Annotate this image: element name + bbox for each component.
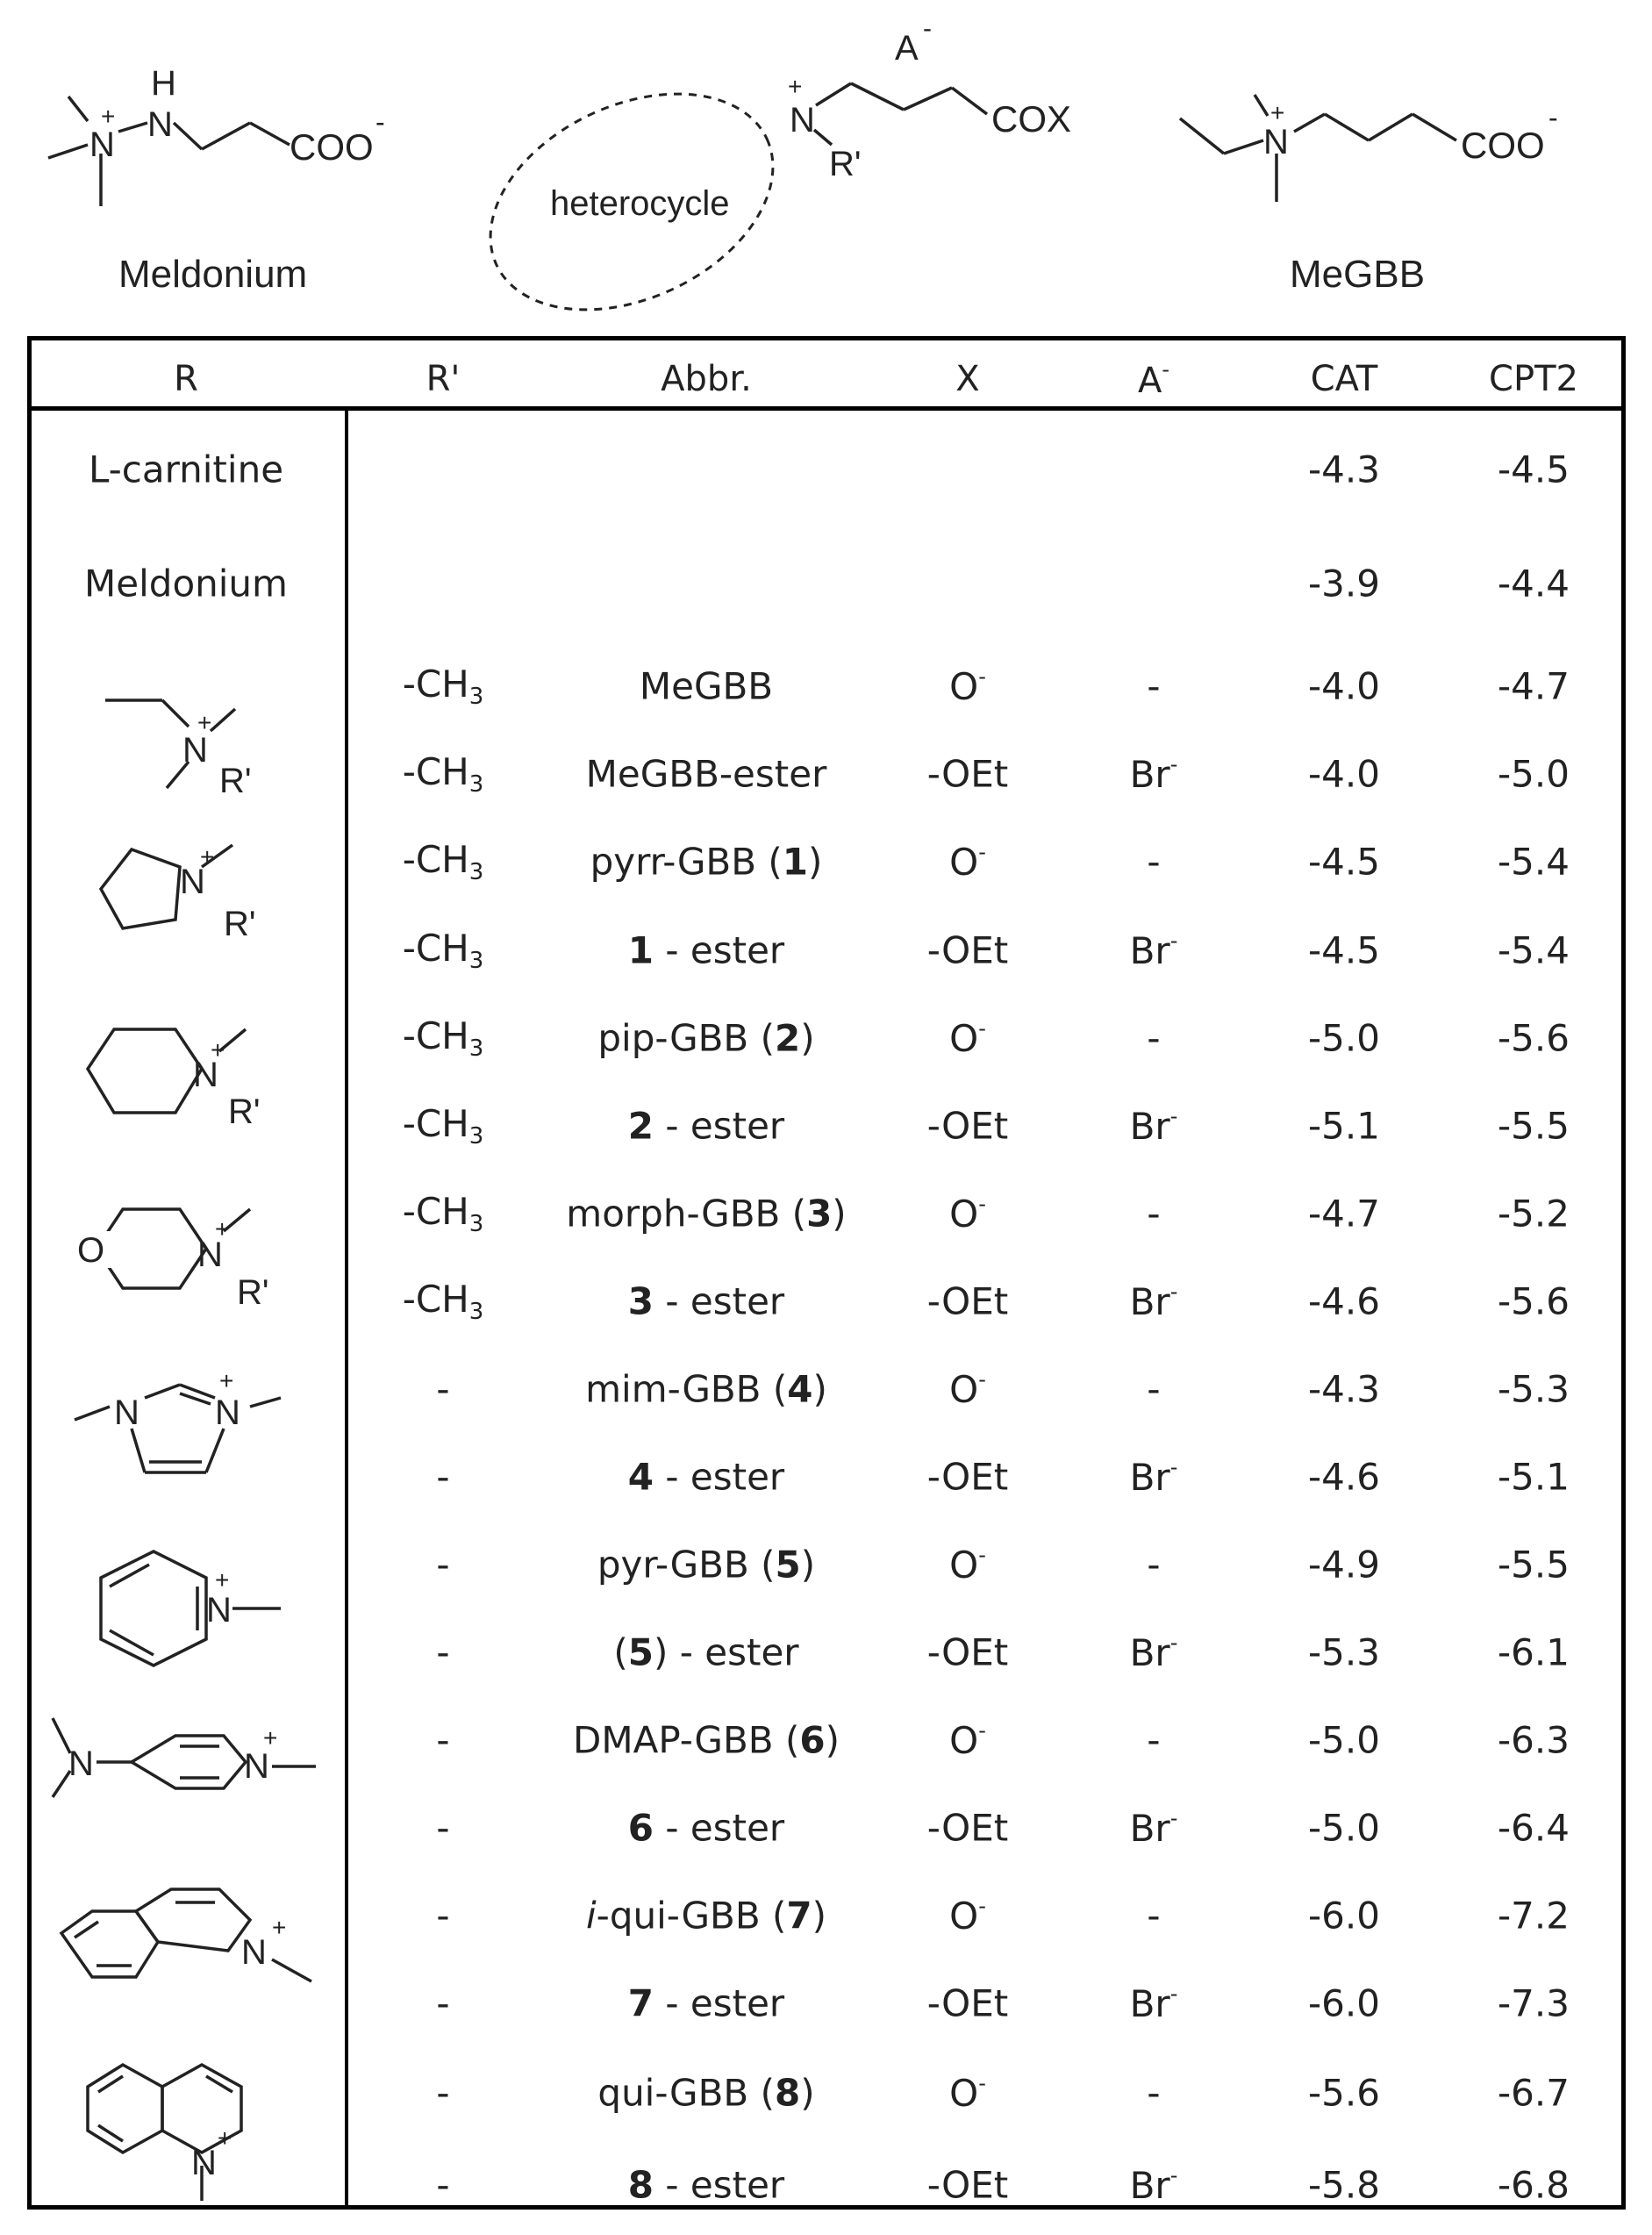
header-cpt2: CPT2 (1489, 359, 1578, 399)
rprime-cell: - (436, 1455, 450, 1499)
cpt2-cell: -5.6 (1498, 1016, 1570, 1060)
x-cell: -OEt (926, 928, 1009, 972)
megbb-structure (1180, 95, 1558, 202)
ring-plus: + (215, 1215, 230, 1243)
header-a-text: A (1137, 361, 1162, 401)
ring-rprime: R' (224, 905, 256, 943)
abbr-cell: mim-GBB (4) (585, 1367, 827, 1411)
cat-cell: -3.9 (1308, 562, 1380, 605)
a-cell: - (1147, 1016, 1161, 1060)
x-cell: O- (949, 1192, 986, 1236)
meldonium-n1: N (89, 125, 115, 164)
a-cell: Br- (1129, 2163, 1178, 2207)
cat-cell: -4.7 (1308, 1192, 1380, 1236)
ring-plus: + (263, 1724, 278, 1751)
general-n: N (790, 101, 815, 140)
x-cell: O- (949, 2071, 986, 2115)
x-cell: O- (949, 1367, 986, 1411)
cat-cell: -4.6 (1308, 1279, 1380, 1323)
ring-plus: + (219, 1367, 234, 1394)
column-divider (345, 411, 348, 2210)
rprime-cell: - (436, 2163, 450, 2207)
general-structure (455, 14, 1071, 333)
abbr-cell: MeGBB (639, 664, 774, 708)
a-cell: - (1147, 840, 1161, 884)
rprime-cell: - (436, 1981, 450, 2025)
rprime-cell: $-CH_3$ (402, 1278, 484, 1325)
megbb-plus: + (1270, 99, 1285, 126)
ring-rprime: R' (237, 1273, 269, 1312)
x-cell: -OEt (926, 1981, 1009, 2025)
rprime-cell: $-CH_3$ (402, 838, 484, 885)
ring-rprime: R' (219, 762, 252, 800)
cat-cell: -4.9 (1308, 1543, 1380, 1587)
rprime-cell: - (436, 1367, 450, 1411)
a-cell: Br- (1129, 928, 1178, 972)
header-cat: CAT (1310, 359, 1378, 399)
cat-cell: -5.0 (1308, 1016, 1380, 1060)
x-cell: -OEt (926, 1279, 1009, 1323)
abbr-cell: DMAP-GBB (6) (573, 1718, 840, 1762)
meldonium-coo: COO (290, 126, 374, 168)
ring-n: N (206, 1591, 232, 1630)
x-cell: -OEt (926, 752, 1009, 796)
cpt2-cell: -7.3 (1498, 1981, 1570, 2025)
x-cell: -OEt (926, 2163, 1009, 2207)
header-a (1138, 357, 1169, 401)
header-abbr: Abbr. (661, 359, 752, 399)
cpt2-cell: -4.4 (1498, 562, 1570, 605)
isoquinolinium-structure (61, 1889, 311, 1981)
x-cell: O- (949, 664, 986, 708)
x-cell: O- (949, 1718, 986, 1762)
cpt2-cell: -7.2 (1498, 1894, 1570, 1938)
cpt2-cell: -5.3 (1498, 1367, 1570, 1411)
cpt2-cell: -5.5 (1498, 1104, 1570, 1148)
a-cell: Br- (1129, 1104, 1178, 1148)
ring-n: N (197, 1236, 223, 1274)
a-cell: - (1147, 1192, 1161, 1236)
cpt2-cell: -4.5 (1498, 448, 1570, 491)
cpt2-cell: -5.1 (1498, 1455, 1570, 1499)
general-a: A (895, 29, 919, 68)
abbr-cell: 6 - ester (627, 1806, 785, 1850)
cat-cell: -4.0 (1308, 752, 1380, 796)
cpt2-cell: -5.4 (1498, 840, 1570, 884)
a-cell: Br- (1129, 1806, 1178, 1850)
cat-cell: -5.6 (1308, 2071, 1380, 2115)
header-rprime: R' (426, 359, 461, 399)
a-cell: Br- (1129, 1630, 1178, 1674)
morpholinium-structure (77, 1209, 269, 1312)
heterocycle-label: heterocycle (550, 184, 730, 223)
ring-plus: + (218, 2124, 232, 2152)
ring-n: N (68, 1744, 94, 1783)
ring-plus: + (211, 1036, 225, 1064)
cat-cell: -5.0 (1308, 1806, 1380, 1850)
abbr-cell: qui-GBB (8) (597, 2071, 815, 2115)
ring-n: N (193, 1056, 218, 1094)
header-x: X (955, 359, 980, 399)
cat-cell: -6.0 (1308, 1894, 1380, 1938)
a-cell: - (1147, 1367, 1161, 1411)
abbr-cell: (5) - ester (613, 1630, 799, 1674)
cpt2-cell: -4.7 (1498, 664, 1570, 708)
cat-cell: -6.0 (1308, 1981, 1380, 2025)
meldonium-h: H (151, 64, 176, 103)
abbr-cell: 4 - ester (627, 1455, 785, 1499)
rprime-cell: - (436, 1806, 450, 1850)
abbr-cell: i-qui-GBB (7) (585, 1894, 827, 1938)
abbr-cell: 2 - ester (627, 1104, 785, 1148)
r-cell: L-carnitine (88, 448, 284, 491)
abbr-cell: pyrr-GBB (1) (590, 840, 823, 884)
piperidinium-structure (88, 1029, 261, 1131)
general-a-minus: - (923, 14, 932, 43)
cat-cell: -5.3 (1308, 1630, 1380, 1674)
a-cell: - (1147, 2071, 1161, 2115)
rprime-cell: $-CH_3$ (402, 750, 484, 798)
meldonium-minus: - (375, 106, 385, 138)
x-cell: O- (949, 1016, 986, 1060)
cat-cell: -4.0 (1308, 664, 1380, 708)
general-cox: COX (991, 98, 1072, 140)
rprime-cell: - (436, 2071, 450, 2115)
ring-rprime: R' (228, 1092, 261, 1131)
rprime-cell: $-CH_3$ (402, 1102, 484, 1150)
a-cell: - (1147, 1718, 1161, 1762)
cat-cell: -5.8 (1308, 2163, 1380, 2207)
cat-cell: -5.0 (1308, 1718, 1380, 1762)
r-cell: Meldonium (84, 562, 288, 605)
abbr-cell: pyr-GBB (5) (597, 1543, 816, 1587)
cpt2-cell: -6.3 (1498, 1718, 1570, 1762)
x-cell: -OEt (926, 1630, 1009, 1674)
cat-cell: -4.3 (1308, 448, 1380, 491)
a-cell: Br- (1129, 1981, 1178, 2025)
ring-n: N (244, 1747, 269, 1786)
x-cell: -OEt (926, 1104, 1009, 1148)
header-a-charge: - (1162, 357, 1170, 382)
general-rprime: R' (829, 145, 862, 183)
quinolinium-structure (88, 2065, 241, 2201)
ethyldimethylammonium-structure (105, 700, 252, 800)
abbr-cell: MeGBB-ester (585, 752, 827, 796)
rprime-cell: $-CH_3$ (402, 1190, 484, 1237)
abbr-cell: 1 - ester (627, 928, 785, 972)
ring-n: N (191, 2144, 217, 2182)
dmap-structure (53, 1718, 316, 1797)
cpt2-cell: -5.0 (1498, 752, 1570, 796)
header-r: R (174, 359, 198, 399)
abbr-cell: morph-GBB (3) (566, 1192, 847, 1236)
methylimidazolium-structure (75, 1367, 281, 1472)
ring-n: N (241, 1933, 267, 1972)
megbb-n: N (1263, 123, 1289, 161)
a-cell: - (1147, 1543, 1161, 1587)
meldonium-label: Meldonium (118, 253, 308, 296)
cpt2-cell: -6.4 (1498, 1806, 1570, 1850)
a-cell: - (1147, 664, 1161, 708)
ring-n: N (180, 863, 205, 901)
abbr-cell: 7 - ester (627, 1981, 785, 2025)
rprime-cell: - (436, 1718, 450, 1762)
cat-cell: -4.3 (1308, 1367, 1380, 1411)
meldonium-n2: N (147, 105, 173, 144)
rprime-cell: $-CH_3$ (402, 927, 484, 974)
pyridinium-structure (101, 1551, 281, 1666)
megbb-minus: - (1548, 102, 1558, 133)
cpt2-cell: -5.6 (1498, 1279, 1570, 1323)
a-cell: Br- (1129, 1455, 1178, 1499)
rprime-cell: - (436, 1894, 450, 1938)
megbb-label: MeGBB (1290, 253, 1426, 296)
cpt2-cell: -5.5 (1498, 1543, 1570, 1587)
cat-cell: -4.5 (1308, 840, 1380, 884)
ring-plus: + (197, 709, 212, 736)
cpt2-cell: -5.2 (1498, 1192, 1570, 1236)
r-group-structures (0, 411, 342, 2210)
cpt2-cell: -6.8 (1498, 2163, 1570, 2207)
cpt2-cell: -6.1 (1498, 1630, 1570, 1674)
general-plus: + (788, 73, 803, 100)
rprime-cell: $-CH_3$ (402, 663, 484, 710)
x-cell: O- (949, 840, 986, 884)
megbb-coo: COO (1461, 125, 1545, 166)
a-cell: Br- (1129, 1279, 1178, 1323)
ring-plus: + (215, 1566, 230, 1594)
cpt2-cell: -6.7 (1498, 2071, 1570, 2115)
x-cell: -OEt (926, 1806, 1009, 1850)
cat-cell: -4.6 (1308, 1455, 1380, 1499)
pyrrolidinium-structure (101, 843, 256, 943)
abbr-cell: 8 - ester (627, 2163, 785, 2207)
meldonium-plus: + (101, 103, 116, 130)
ring-o: O (77, 1231, 105, 1270)
ring-n: N (114, 1393, 139, 1432)
abbr-cell: 3 - ester (627, 1279, 785, 1323)
x-cell: O- (949, 1894, 986, 1938)
ring-n: N (215, 1393, 240, 1432)
abbr-cell: pip-GBB (2) (597, 1016, 815, 1060)
a-cell: Br- (1129, 752, 1178, 796)
meldonium-structure (48, 64, 385, 206)
cat-cell: -5.1 (1308, 1104, 1380, 1148)
ring-plus: + (200, 843, 215, 870)
x-cell: O- (949, 1543, 986, 1587)
x-cell: -OEt (926, 1455, 1009, 1499)
rprime-cell: - (436, 1630, 450, 1674)
rprime-cell: $-CH_3$ (402, 1014, 484, 1062)
rprime-cell: - (436, 1543, 450, 1587)
ring-n: N (182, 731, 208, 770)
cpt2-cell: -5.4 (1498, 928, 1570, 972)
a-cell: - (1147, 1894, 1161, 1938)
ring-plus: + (272, 1914, 287, 1941)
cat-cell: -4.5 (1308, 928, 1380, 972)
